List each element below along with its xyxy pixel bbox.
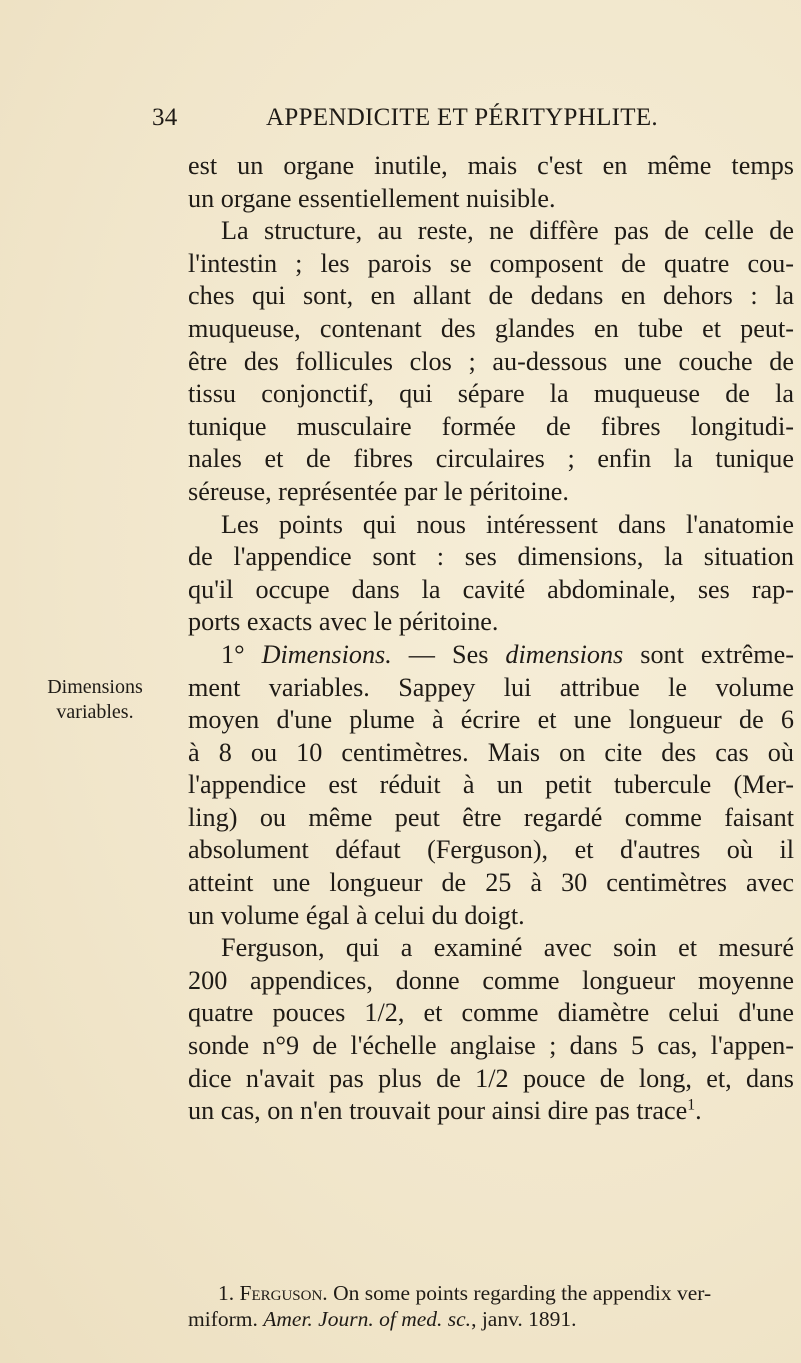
text-line: ches qui sont, en allant de dedans en dehors : la [188,281,794,311]
text-line: est un organe inutile, mais c'est en même temps [188,151,794,180]
text-line: l'appendice est réduit à un petit tubercule (Mer- [188,770,794,800]
footnote [188,1280,794,1332]
text-line: qu'il occupe dans la cavité abdominale, ses rap- [188,574,794,604]
text-line: l'intestin ; les parois se composent de quatre cou- [188,248,794,278]
running-title: APPENDICITE ET PÉRITYPHLITE. [266,104,658,131]
section-heading: Dimensions. [261,639,392,669]
margin-note-line: variables. [56,701,134,723]
text-fragment: — Ses [391,639,506,669]
page-header [152,104,792,144]
text-line: muqueuse, contenant des glandes en tube et peut- [188,313,794,343]
section-number: 1° [221,639,262,669]
page-number: 34 [152,104,178,131]
text-line: sonde n°9 de l'échelle anglaise ; dans 5 cas, l'appen- [188,1031,794,1061]
text-line: La structure, au reste, ne diffère pas de celle de [221,216,794,246]
paragraph [188,215,794,508]
text-fragment: sont extrême- [623,639,794,669]
text-line: un volume égal à celui du doigt. [188,900,525,930]
footnote-line [188,1280,794,1306]
journal-title: Amer. Journ. of med. sc. [263,1307,472,1331]
text-line [188,1095,794,1128]
text-fragment: miform. [188,1307,264,1331]
text-fragment: un cas, on n'en trouvait pour ainsi dire pas trace [188,1096,688,1126]
margin-note [15,675,175,725]
text-line: ports exacts avec le péritoine. [188,607,499,637]
text-line: Les points qui nous intéressent dans l'anatomie [221,509,794,539]
text-line: de l'appendice sont : ses dimensions, la situation [188,542,794,572]
text-line: à 8 ou 10 centimètres. Mais on cite des cas où [188,737,794,767]
text-fragment: , janv. 1891. [471,1307,577,1331]
text-line: quatre pouces 1/2, et comme diamètre celui d'une [188,998,794,1028]
footnote-reference[interactable]: 1 [687,1096,696,1114]
text-line: tunique musculaire formée de fibres longitudi- [188,411,794,441]
text-line: un organe essentiellement nuisible. [188,183,556,213]
paragraph [188,639,794,932]
text-fragment: . [695,1096,702,1126]
paragraph [188,932,794,1128]
text-line: ment variables. Sappey lui attribue le volume [188,672,794,702]
text-line: nales et de fibres circulaires ; enfin la tunique [188,444,794,474]
margin-note-line: Dimensions [47,676,143,698]
emphasis: dimensions [505,639,624,669]
paragraph [188,509,794,639]
body-text [188,150,794,1128]
text-fragment: On some points regarding the appendix ver- [327,1281,712,1305]
footnote-author: Ferguson. [239,1281,328,1305]
text-line: être des follicules clos ; au-dessous une couche de [188,346,794,376]
text-line: ling) ou même peut être regardé comme faisant [188,802,794,832]
paragraph [188,150,794,215]
text-line: absolument défaut (Ferguson), et d'autres où il [188,835,794,865]
footnote-number: 1. [218,1281,235,1305]
text-line: 200 appendices, donne comme longueur moyenne [188,965,794,995]
text-line: atteint une longueur de 25 à 30 centimètres avec [188,868,794,898]
text-line [188,639,794,672]
text-line: séreuse, représentée par le péritoine. [188,476,569,506]
text-line: moyen d'une plume à écrire et une longueur de 6 [188,705,794,735]
footnote-line [188,1306,794,1332]
text-line: dice n'avait pas plus de 1/2 pouce de long, et, dans [188,1063,794,1093]
text-line: Ferguson, qui a examiné avec soin et mesuré [221,933,794,963]
text-line: tissu conjonctif, qui sépare la muqueuse de la [188,379,794,409]
